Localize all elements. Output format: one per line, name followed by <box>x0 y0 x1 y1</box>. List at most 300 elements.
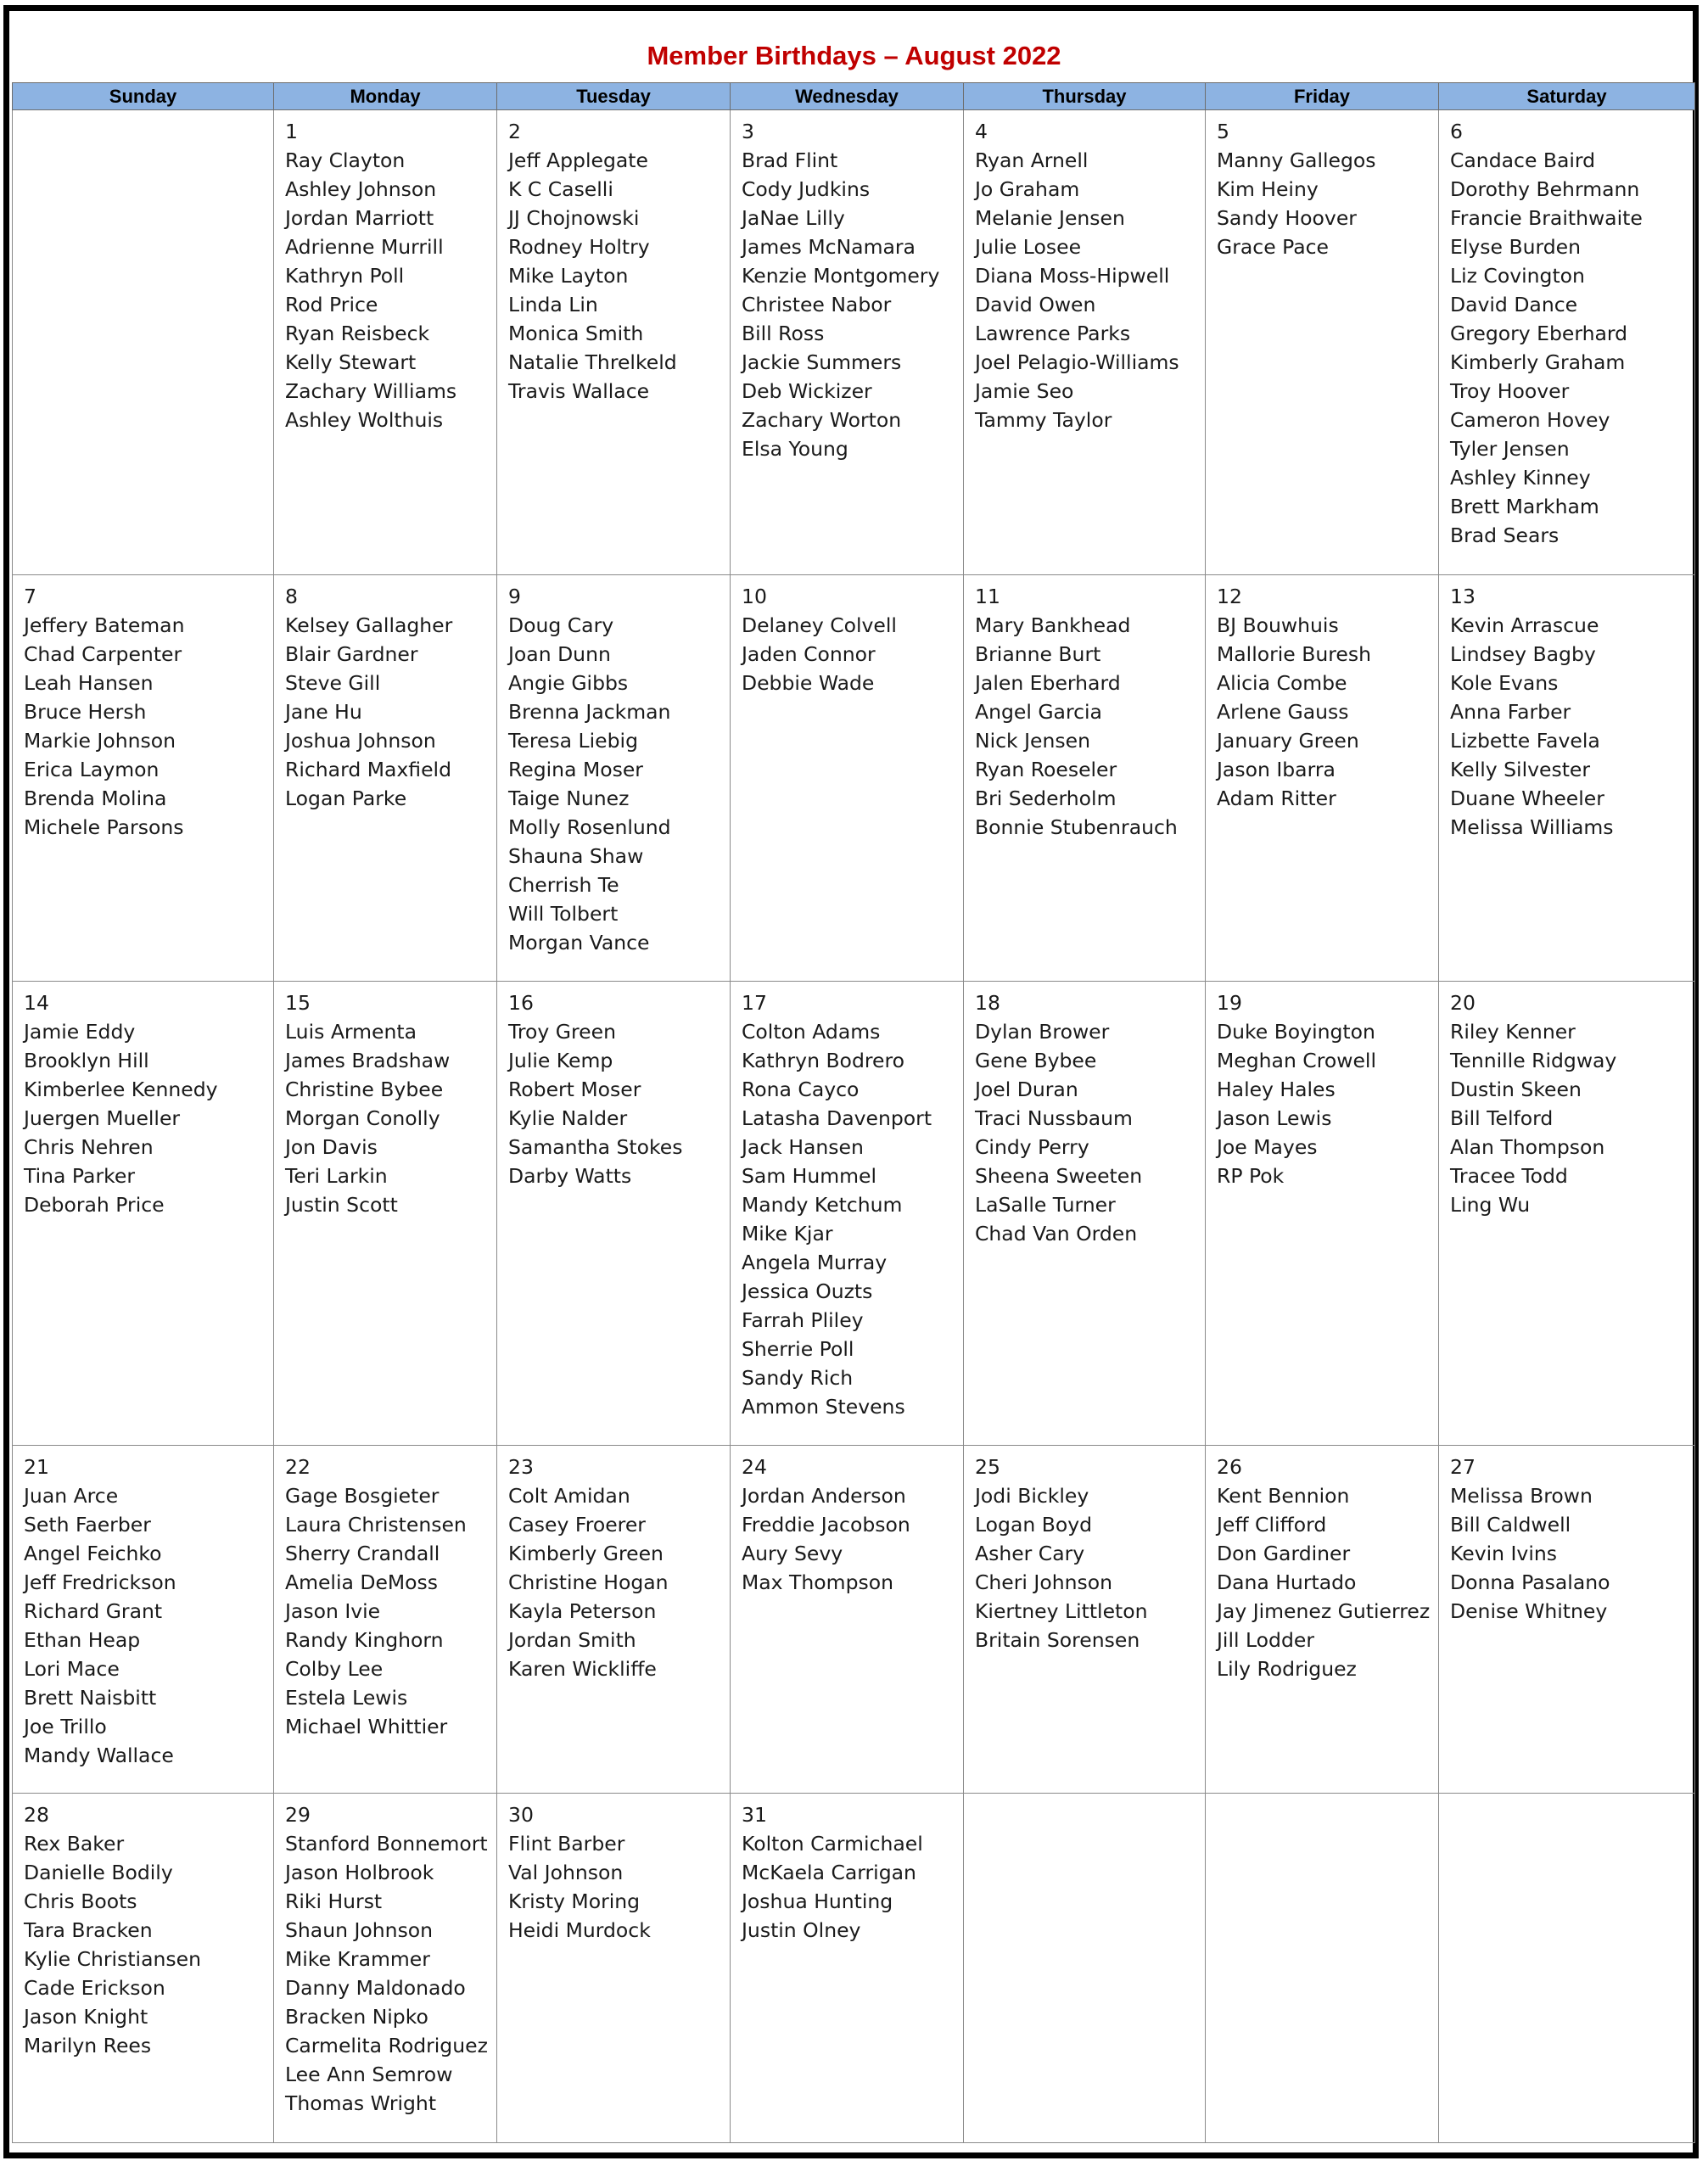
day-cell <box>13 1794 274 2143</box>
member-name: Heidi Murdock <box>508 1918 651 1942</box>
weekday-header: Saturday <box>1439 83 1695 110</box>
member-name: Adam Ritter <box>1217 787 1336 810</box>
member-name: Dustin Skeen <box>1450 1078 1582 1101</box>
day-number: 20 <box>1450 991 1476 1015</box>
member-name: Joel Pelagio-Williams <box>975 350 1179 374</box>
member-name: Kevin Ivins <box>1450 1542 1558 1565</box>
member-name: Juergen Mueller <box>24 1106 181 1130</box>
member-name: Bill Telford <box>1450 1106 1554 1130</box>
member-name: Jason Ivie <box>285 1599 381 1623</box>
day-number: 30 <box>508 1803 534 1827</box>
member-name: Tennille Ridgway <box>1450 1049 1617 1072</box>
member-name: Brett Naisbitt <box>24 1686 157 1710</box>
day-cell <box>1439 982 1695 1446</box>
member-name: Carmelita Rodriguez <box>285 2034 488 2057</box>
member-name: Melissa Brown <box>1450 1484 1593 1508</box>
day-cell <box>964 1446 1206 1794</box>
day-cell <box>497 110 731 575</box>
member-name: Erica Laymon <box>24 758 160 781</box>
member-name: Ashley Johnson <box>285 177 437 201</box>
day-number: 24 <box>742 1455 767 1479</box>
member-name: Chad Van Orden <box>975 1222 1138 1246</box>
member-name: Robert Moser <box>508 1078 641 1101</box>
member-name: Ryan Roeseler <box>975 758 1117 781</box>
member-name: Kylie Nalder <box>508 1106 628 1130</box>
member-name: Danielle Bodily <box>24 1861 173 1884</box>
member-name: Jordan Smith <box>508 1628 636 1652</box>
member-name: Sheena Sweeten <box>975 1164 1143 1188</box>
member-name: Angel Garcia <box>975 700 1102 724</box>
day-cell <box>731 1446 964 1794</box>
member-name: Jeff Applegate <box>508 148 648 172</box>
member-name: Christine Hogan <box>508 1570 669 1594</box>
member-name: Ling Wu <box>1450 1193 1531 1217</box>
member-name: Casey Froerer <box>508 1513 646 1537</box>
member-name: Duke Boyington <box>1217 1020 1375 1044</box>
member-name: Joe Trillo <box>24 1715 107 1738</box>
week-row <box>13 982 1695 1446</box>
member-name: Cameron Hovey <box>1450 408 1610 432</box>
member-name: Chad Carpenter <box>24 642 182 666</box>
member-name: Chris Boots <box>24 1889 137 1913</box>
member-name: Danny Maldonado <box>285 1976 466 2000</box>
member-name: Luis Armenta <box>285 1020 417 1044</box>
day-cell <box>1206 575 1439 982</box>
member-name: Michele Parsons <box>24 815 184 839</box>
member-name: Kayla Peterson <box>508 1599 657 1623</box>
member-name: Morgan Conolly <box>285 1106 440 1130</box>
day-number: 12 <box>1217 585 1242 608</box>
member-name: Jeff Clifford <box>1217 1513 1327 1537</box>
day-number: 25 <box>975 1455 1000 1479</box>
member-name: Francie Braithwaite <box>1450 206 1643 230</box>
day-number: 14 <box>24 991 49 1015</box>
day-number: 19 <box>1217 991 1242 1015</box>
member-name: Stanford Bonnemort <box>285 1832 488 1856</box>
member-name: Bill Ross <box>742 322 825 345</box>
day-cell <box>731 110 964 575</box>
member-name: Brooklyn Hill <box>24 1049 149 1072</box>
day-number: 22 <box>285 1455 311 1479</box>
member-name: Justin Scott <box>285 1193 398 1217</box>
weekday-header: Friday <box>1206 83 1439 110</box>
member-name: Christee Nabor <box>742 293 892 316</box>
member-name: Colton Adams <box>742 1020 881 1044</box>
member-name: Monica Smith <box>508 322 644 345</box>
member-name: Ammon Stevens <box>742 1395 905 1419</box>
member-name: Jeffery Bateman <box>24 613 185 637</box>
day-cell <box>731 982 964 1446</box>
day-number: 3 <box>742 120 754 143</box>
member-name: Don Gardiner <box>1217 1542 1351 1565</box>
day-number: 17 <box>742 991 767 1015</box>
day-cell <box>13 110 274 575</box>
member-name: Rona Cayco <box>742 1078 860 1101</box>
member-name: RP Pok <box>1217 1164 1285 1188</box>
member-name: Mandy Ketchum <box>742 1193 903 1217</box>
member-name: Laura Christensen <box>285 1513 467 1537</box>
day-cell <box>1439 110 1695 575</box>
week-row <box>13 110 1695 575</box>
member-name: Angel Feichko <box>24 1542 162 1565</box>
member-name: Nick Jensen <box>975 729 1090 753</box>
member-name: Kole Evans <box>1450 671 1559 695</box>
member-name: Candace Baird <box>1450 148 1596 172</box>
member-name: Julie Kemp <box>508 1049 613 1072</box>
member-name: Melissa Williams <box>1450 815 1614 839</box>
day-cell <box>1439 1446 1695 1794</box>
birthday-calendar <box>12 82 1695 2143</box>
member-name: Gene Bybee <box>975 1049 1097 1072</box>
member-name: Donna Pasalano <box>1450 1570 1610 1594</box>
member-name: Ryan Arnell <box>975 148 1089 172</box>
day-number: 7 <box>24 585 36 608</box>
member-name: Jack Hansen <box>742 1135 864 1159</box>
member-name: Sandy Rich <box>742 1366 854 1390</box>
member-name: Joan Dunn <box>508 642 611 666</box>
member-name: Cade Erickson <box>24 1976 165 2000</box>
day-number: 1 <box>285 120 298 143</box>
member-name: Thomas Wright <box>285 2091 437 2115</box>
weekday-header: Monday <box>274 83 497 110</box>
member-name: Grace Pace <box>1217 235 1330 259</box>
member-name: Brenna Jackman <box>508 700 671 724</box>
member-name: Rod Price <box>285 293 378 316</box>
day-number: 27 <box>1450 1455 1476 1479</box>
member-name: Logan Boyd <box>975 1513 1093 1537</box>
member-name: Kylie Christiansen <box>24 1947 201 1971</box>
page-title: Member Birthdays – August 2022 <box>647 41 1061 70</box>
member-name: Tammy Taylor <box>975 408 1112 432</box>
member-name: Jon Davis <box>285 1135 378 1159</box>
member-name: Ethan Heap <box>24 1628 141 1652</box>
member-name: Brad Sears <box>1450 523 1560 547</box>
member-name: Ray Clayton <box>285 148 406 172</box>
member-name: Meghan Crowell <box>1217 1049 1376 1072</box>
day-cell <box>274 110 497 575</box>
member-name: Kent Bennion <box>1217 1484 1350 1508</box>
member-name: Kiertney Littleton <box>975 1599 1148 1623</box>
day-number: 2 <box>508 120 521 143</box>
member-name: Colt Amidan <box>508 1484 630 1508</box>
member-name: Darby Watts <box>508 1164 632 1188</box>
member-name: Justin Olney <box>742 1918 861 1942</box>
member-name: Zachary Worton <box>742 408 902 432</box>
member-name: Teri Larkin <box>285 1164 388 1188</box>
member-name: LaSalle Turner <box>975 1193 1116 1217</box>
member-name: Jill Lodder <box>1217 1628 1314 1652</box>
member-name: Rodney Holtry <box>508 235 650 259</box>
member-name: JaNae Lilly <box>742 206 845 230</box>
member-name: Jason Holbrook <box>285 1861 434 1884</box>
member-name: Duane Wheeler <box>1450 787 1604 810</box>
member-name: Logan Parke <box>285 787 407 810</box>
member-name: Jason Ibarra <box>1217 758 1336 781</box>
member-name: Kelly Silvester <box>1450 758 1591 781</box>
member-name: Teresa Liebig <box>508 729 638 753</box>
week-row <box>13 575 1695 982</box>
member-name: Freddie Jacobson <box>742 1513 910 1537</box>
day-number: 21 <box>24 1455 49 1479</box>
member-name: Debbie Wade <box>742 671 875 695</box>
day-cell <box>731 1794 964 2143</box>
day-cell <box>274 1446 497 1794</box>
member-name: Dana Hurtado <box>1217 1570 1357 1594</box>
member-name: Chris Nehren <box>24 1135 154 1159</box>
member-name: Riley Kenner <box>1450 1020 1576 1044</box>
member-name: Jessica Ouzts <box>742 1279 873 1303</box>
member-name: Taige Nunez <box>508 787 630 810</box>
day-number: 26 <box>1217 1455 1242 1479</box>
member-name: Lee Ann Semrow <box>285 2063 453 2086</box>
member-name: Regina Moser <box>508 758 643 781</box>
member-name: Dylan Brower <box>975 1020 1110 1044</box>
member-name: Jeff Fredrickson <box>24 1570 176 1594</box>
member-name: Lori Mace <box>24 1657 120 1681</box>
member-name: Cody Judkins <box>742 177 871 201</box>
day-cell <box>964 110 1206 575</box>
member-name: Samantha Stokes <box>508 1135 683 1159</box>
member-name: Karen Wickliffe <box>508 1657 657 1681</box>
member-name: Kimberly Graham <box>1450 350 1626 374</box>
day-cell <box>13 575 274 982</box>
member-name: Joe Mayes <box>1217 1135 1318 1159</box>
member-name: Kelsey Gallagher <box>285 613 453 637</box>
member-name: Sherrie Poll <box>742 1337 854 1361</box>
member-name: Mike Krammer <box>285 1947 430 1971</box>
day-cell <box>497 1446 731 1794</box>
day-number: 10 <box>742 585 767 608</box>
member-name: Sandy Hoover <box>1217 206 1357 230</box>
day-number: 18 <box>975 991 1000 1015</box>
member-name: Bruce Hersh <box>24 700 147 724</box>
member-name: Jamie Eddy <box>24 1020 136 1044</box>
member-name: Angela Murray <box>742 1251 888 1274</box>
member-name: Tara Bracken <box>24 1918 153 1942</box>
day-cell <box>497 982 731 1446</box>
member-name: Troy Green <box>508 1020 616 1044</box>
day-cell <box>731 575 964 982</box>
member-name: Estela Lewis <box>285 1686 408 1710</box>
day-cell <box>13 1446 274 1794</box>
weekday-header: Sunday <box>13 83 274 110</box>
member-name: Kathryn Bodrero <box>742 1049 904 1072</box>
member-name: Brad Flint <box>742 148 838 172</box>
day-number: 29 <box>285 1803 311 1827</box>
member-name: James Bradshaw <box>285 1049 451 1072</box>
member-name: Dorothy Behrmann <box>1450 177 1640 201</box>
week-row <box>13 1446 1695 1794</box>
member-name: Shaun Johnson <box>285 1918 434 1942</box>
member-name: Adrienne Murrill <box>285 235 444 259</box>
member-name: Bonnie Stubenrauch <box>975 815 1178 839</box>
member-name: David Dance <box>1450 293 1578 316</box>
member-name: Lawrence Parks <box>975 322 1131 345</box>
member-name: Molly Rosenlund <box>508 815 671 839</box>
member-name: Bri Sederholm <box>975 787 1117 810</box>
member-name: Bill Caldwell <box>1450 1513 1571 1537</box>
member-name: Brianne Burt <box>975 642 1101 666</box>
day-cell <box>1206 1446 1439 1794</box>
weekday-header: Tuesday <box>497 83 731 110</box>
member-name: Richard Grant <box>24 1599 163 1623</box>
member-name: Jane Hu <box>285 700 362 724</box>
member-name: Mandy Wallace <box>24 1744 174 1767</box>
member-name: Jordan Anderson <box>742 1484 906 1508</box>
member-name: Elyse Burden <box>1450 235 1581 259</box>
member-name: Jason Knight <box>24 2005 148 2029</box>
day-number: 23 <box>508 1455 534 1479</box>
member-name: Travis Wallace <box>508 379 650 403</box>
member-name: Linda Lin <box>508 293 598 316</box>
week-row <box>13 1794 1695 2143</box>
member-name: Alicia Combe <box>1217 671 1347 695</box>
weekday-header: Thursday <box>964 83 1206 110</box>
member-name: Natalie Threlkeld <box>508 350 677 374</box>
day-number: 6 <box>1450 120 1463 143</box>
day-cell <box>274 575 497 982</box>
member-name: Melanie Jensen <box>975 206 1125 230</box>
member-name: Mike Kjar <box>742 1222 833 1246</box>
member-name: Diana Moss-Hipwell <box>975 264 1170 288</box>
member-name: Joshua Johnson <box>285 729 436 753</box>
weekday-header: Wednesday <box>731 83 964 110</box>
member-name: Kimberlee Kennedy <box>24 1078 218 1101</box>
member-name: Kevin Arrascue <box>1450 613 1599 637</box>
member-name: Tina Parker <box>24 1164 135 1188</box>
member-name: Kathryn Poll <box>285 264 405 288</box>
member-name: Sherry Crandall <box>285 1542 440 1565</box>
member-name: Leah Hansen <box>24 671 154 695</box>
day-cell <box>497 575 731 982</box>
member-name: Sam Hummel <box>742 1164 877 1188</box>
member-name: Farrah Pliley <box>742 1308 864 1332</box>
member-name: Jackie Summers <box>742 350 902 374</box>
member-name: Randy Kinghorn <box>285 1628 444 1652</box>
member-name: Cheri Johnson <box>975 1570 1113 1594</box>
day-cell <box>274 1794 497 2143</box>
member-name: Blair Gardner <box>285 642 418 666</box>
member-name: McKaela Carrigan <box>742 1861 916 1884</box>
member-name: James McNamara <box>742 235 916 259</box>
member-name: January Green <box>1217 729 1359 753</box>
member-name: Juan Arce <box>24 1484 119 1508</box>
member-name: Joshua Hunting <box>742 1889 893 1913</box>
member-name: Val Johnson <box>508 1861 624 1884</box>
day-number: 11 <box>975 585 1000 608</box>
member-name: BJ Bouwhuis <box>1217 613 1339 637</box>
member-name: JJ Chojnowski <box>508 206 640 230</box>
member-name: Bracken Nipko <box>285 2005 428 2029</box>
weekday-header-row <box>13 83 1695 110</box>
day-cell <box>1206 110 1439 575</box>
member-name: Mallorie Buresh <box>1217 642 1371 666</box>
member-name: Manny Gallegos <box>1217 148 1376 172</box>
member-name: Liz Covington <box>1450 264 1585 288</box>
member-name: Anna Farber <box>1450 700 1571 724</box>
member-name: Asher Cary <box>975 1542 1085 1565</box>
member-name: Lindsey Bagby <box>1450 642 1596 666</box>
member-name: Marilyn Rees <box>24 2034 152 2057</box>
member-name: Latasha Davenport <box>742 1106 932 1130</box>
day-cell <box>13 982 274 1446</box>
member-name: Cindy Perry <box>975 1135 1089 1159</box>
member-name: Elsa Young <box>742 437 848 461</box>
member-name: Jamie Seo <box>975 379 1074 403</box>
day-cell <box>497 1794 731 2143</box>
member-name: Kimberly Green <box>508 1542 664 1565</box>
member-name: Jason Lewis <box>1217 1106 1332 1130</box>
member-name: Kelly Stewart <box>285 350 417 374</box>
member-name: Arlene Gauss <box>1217 700 1349 724</box>
day-cell <box>1439 1794 1695 2143</box>
member-name: Michael Whittier <box>285 1715 448 1738</box>
member-name: Seth Faerber <box>24 1513 151 1537</box>
day-cell <box>964 1794 1206 2143</box>
day-number: 5 <box>1217 120 1229 143</box>
member-name: Angie Gibbs <box>508 671 629 695</box>
member-name: Joel Duran <box>975 1078 1078 1101</box>
member-name: Jodi Bickley <box>975 1484 1089 1508</box>
day-number: 13 <box>1450 585 1476 608</box>
member-name: Jaden Connor <box>742 642 876 666</box>
member-name: Tyler Jensen <box>1450 437 1570 461</box>
member-name: Flint Barber <box>508 1832 625 1856</box>
day-number: 9 <box>508 585 521 608</box>
member-name: Gage Bosgieter <box>285 1484 440 1508</box>
member-name: Richard Maxfield <box>285 758 451 781</box>
day-number: 28 <box>24 1803 49 1827</box>
day-number: 8 <box>285 585 298 608</box>
member-name: Mike Layton <box>508 264 629 288</box>
member-name: Deborah Price <box>24 1193 165 1217</box>
member-name: Lizbette Favela <box>1450 729 1600 753</box>
member-name: Britain Sorensen <box>975 1628 1140 1652</box>
member-name: Amelia DeMoss <box>285 1570 439 1594</box>
member-name: Max Thompson <box>742 1570 894 1594</box>
member-name: Ashley Kinney <box>1450 466 1591 490</box>
member-name: Jo Graham <box>975 177 1080 201</box>
member-name: Shauna Shaw <box>508 844 644 868</box>
member-name: Delaney Colvell <box>742 613 897 637</box>
member-name: Troy Hoover <box>1450 379 1570 403</box>
member-name: Brett Markham <box>1450 495 1599 518</box>
member-name: Jordan Marriott <box>285 206 434 230</box>
member-name: Julie Losee <box>975 235 1082 259</box>
member-name: Steve Gill <box>285 671 381 695</box>
member-name: Riki Hurst <box>285 1889 383 1913</box>
member-name: Deb Wickizer <box>742 379 872 403</box>
member-name: David Owen <box>975 293 1096 316</box>
day-number: 4 <box>975 120 988 143</box>
member-name: Will Tolbert <box>508 902 619 926</box>
day-number: 15 <box>285 991 311 1015</box>
member-name: K C Caselli <box>508 177 613 201</box>
day-cell <box>274 982 497 1446</box>
member-name: Colby Lee <box>285 1657 384 1681</box>
day-cell <box>1206 982 1439 1446</box>
member-name: Cherrish Te <box>508 873 619 897</box>
member-name: Zachary Williams <box>285 379 457 403</box>
member-name: Jalen Eberhard <box>975 671 1121 695</box>
day-number: 31 <box>742 1803 767 1827</box>
member-name: Kim Heiny <box>1217 177 1319 201</box>
day-cell <box>964 575 1206 982</box>
day-cell <box>1206 1794 1439 2143</box>
member-name: Kenzie Montgomery <box>742 264 940 288</box>
member-name: Morgan Vance <box>508 931 650 954</box>
member-name: Traci Nussbaum <box>975 1106 1133 1130</box>
